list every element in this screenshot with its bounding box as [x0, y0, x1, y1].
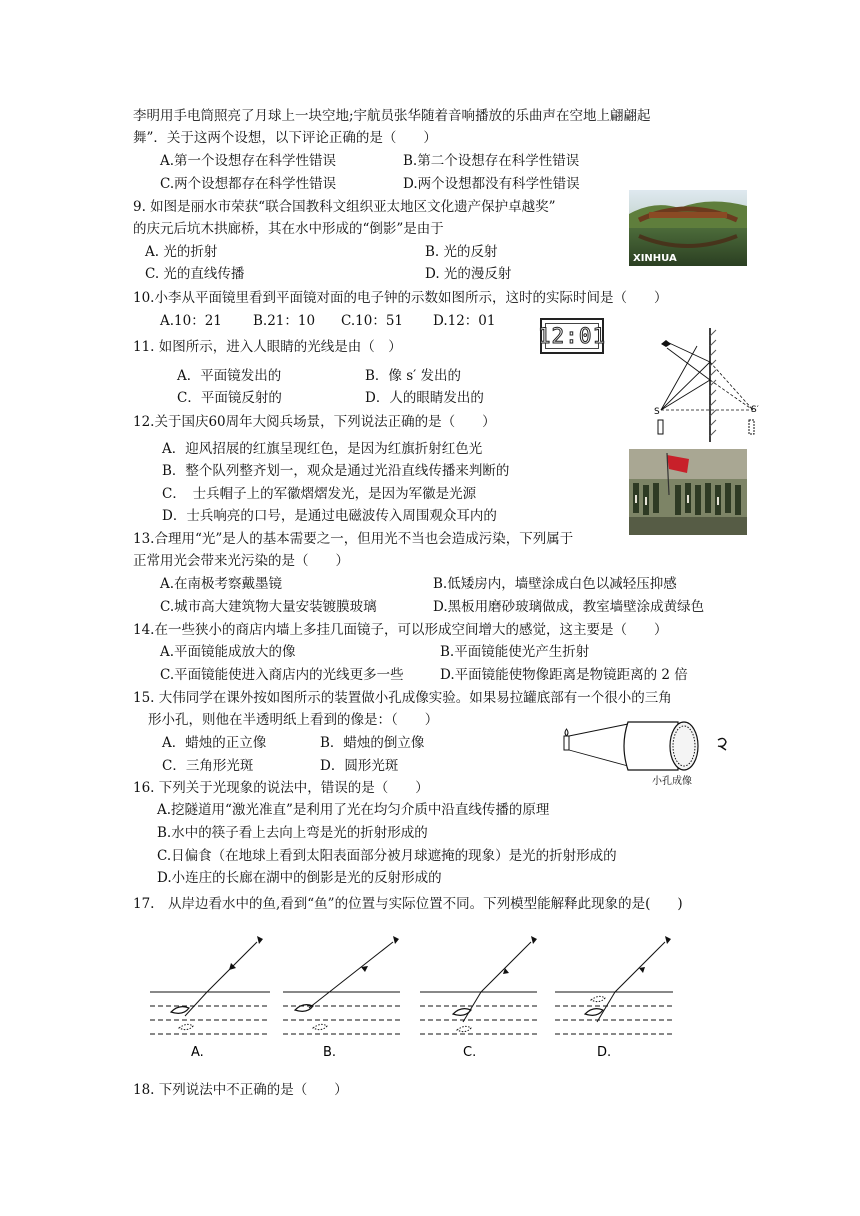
q8-option-a[interactable]: A.第一个设想存在科学性错误	[160, 153, 337, 169]
q14-option-b[interactable]: B.平面镜能使光产生折射	[440, 644, 590, 660]
q14-stem: 14.在一些狭小的商店内墙上多挂几面镜子，可以形成空间增大的感觉，这主要是（ ）	[133, 622, 668, 638]
q15-option-d[interactable]: D．圆形光斑	[320, 758, 399, 774]
q14-option-c[interactable]: C.平面镜能使进入商店内的光线更多一些	[160, 667, 404, 683]
q15-stem-line1: 15. 大伟同学在课外按如图所示的装置做小孔成像实验。如果易拉罐底部有一个很小的三角	[133, 690, 672, 706]
q11-option-b[interactable]: B．像 s′ 发出的	[365, 368, 461, 384]
diagram-label-d: D.	[597, 1045, 612, 1060]
q13-option-d[interactable]: D.黑板用磨砂玻璃做成，教室墙壁涂成黄绿色	[433, 599, 705, 615]
q13-stem-line2: 正常用光会带来光污染的是（ ）	[133, 553, 349, 569]
q13-stem-line1: 13.合理用“光”是人的基本需要之一，但用光不当也会造成污染，下列属于	[133, 531, 574, 547]
q16-stem: 16. 下列关于光现象的说法中，错误的是（ ）	[133, 780, 429, 796]
pinhole-camera-diagram	[560, 716, 740, 788]
diagram-a	[150, 936, 270, 1060]
q11-stem: 11. 如图所示，进入人眼睛的光线是由（ ）	[133, 339, 402, 355]
label-s-prime: S′	[751, 405, 759, 415]
q8-stem-line2: 舞”．关于这两个设想，以下评论正确的是（ ）	[133, 130, 437, 146]
pinhole-caption: 小孔成像	[652, 776, 692, 787]
q10-stem: 10.小李从平面镜里看到平面镜对面的电子钟的示数如图所示，这时的实际时间是（ ）	[133, 290, 668, 306]
diagram-d	[555, 936, 673, 1060]
q10-option-d[interactable]: D.12：01	[433, 313, 496, 329]
q10-option-c[interactable]: C.10：51	[341, 313, 403, 329]
q12-option-c[interactable]: C． 士兵帽子上的军徽熠熠发光，是因为军徽是光源	[162, 486, 477, 502]
q14-option-d[interactable]: D.平面镜能使物像距离是物镜距离的 2 倍	[440, 667, 688, 683]
q8-option-b[interactable]: B.第二个设想存在科学性错误	[403, 153, 580, 169]
q13-option-c[interactable]: C.城市高大建筑物大量安装镀膜玻璃	[160, 599, 377, 615]
q8-stem-line1: 李明用手电筒照亮了月球上一块空地;宇航员张华随着音响播放的乐曲声在空地上翩翩起	[133, 108, 651, 124]
q9-stem-line2: 的庆元后坑木拱廊桥，其在水中形成的“倒影”是由于	[133, 221, 444, 237]
q8-option-c[interactable]: C.两个设想都存在科学性错误	[160, 176, 337, 192]
q12-option-a[interactable]: A．迎风招展的红旗呈现红色，是因为红旗折射红色光	[162, 441, 483, 457]
q11-option-c[interactable]: C．平面镜反射的	[177, 390, 282, 406]
q10-option-a[interactable]: A.10：21	[160, 313, 222, 329]
diagram-c	[420, 936, 537, 1060]
diagram-b	[283, 936, 400, 1060]
q13-option-a[interactable]: A.在南极考察戴墨镜	[160, 576, 283, 592]
parade-photo	[629, 449, 747, 535]
q8-option-d[interactable]: D.两个设想都没有科学性错误	[403, 176, 580, 192]
q17-stem: 17. 从岸边看水中的鱼,看到“鱼”的位置与实际位置不同。下列模型能解释此现象的是( )	[133, 896, 683, 912]
diagram-label-a: A.	[191, 1045, 204, 1060]
q15-option-c[interactable]: C．三角形光斑	[162, 758, 254, 774]
q16-option-c[interactable]: C.日偏食（在地球上看到太阳表面部分被月球遮掩的现象）是光的折射形成的	[157, 848, 617, 864]
label-s: S	[654, 407, 660, 417]
digital-clock	[537, 318, 607, 354]
diagram-label-b: B.	[323, 1045, 337, 1060]
q12-option-b[interactable]: B．整个队列整齐划一，观众是通过光沿直线传播来判断的	[162, 463, 510, 479]
bridge-photo	[629, 190, 747, 266]
q15-stem-line2: 形小孔，则他在半透明纸上看到的像是：（ ）	[148, 712, 439, 728]
q15-option-a[interactable]: A．蜡烛的正立像	[162, 735, 267, 751]
diagram-label-c: C.	[463, 1045, 477, 1060]
q13-option-b[interactable]: B.低矮房内，墙壁涂成白色以减轻压抑感	[433, 576, 677, 592]
q9-option-c[interactable]: C. 光的直线传播	[145, 266, 245, 282]
q11-option-a[interactable]: A．平面镜发出的	[177, 368, 282, 384]
q16-option-d[interactable]: D.小连庄的长廊在湖中的倒影是光的反射形成的	[157, 870, 442, 886]
q9-option-b[interactable]: B. 光的反射	[425, 244, 498, 260]
q12-stem: 12.关于国庆60周年大阅兵场景，下列说法正确的是（ ）	[133, 414, 496, 430]
q9-stem-line1: 9. 如图是丽水市荣获“联合国教科文组织亚太地区文化遗产保护卓越奖”	[133, 199, 556, 215]
q12-option-d[interactable]: D．士兵响亮的口号，是通过电磁波传入周围观众耳内的	[162, 508, 497, 524]
q18-stem: 18. 下列说法中不正确的是（ ）	[133, 1082, 348, 1098]
q11-option-d[interactable]: D．人的眼睛发出的	[365, 390, 484, 406]
q9-option-d[interactable]: D. 光的漫反射	[425, 266, 512, 282]
q9-option-a[interactable]: A. 光的折射	[145, 244, 218, 260]
q10-option-b[interactable]: B.21：10	[253, 313, 316, 329]
q17-refraction-diagrams	[145, 930, 705, 1070]
q16-option-a[interactable]: A.挖隧道用“激光准直”是利用了光在均匀介质中沿直线传播的原理	[157, 802, 550, 818]
q15-option-b[interactable]: B．蜡烛的倒立像	[320, 735, 425, 751]
q16-option-b[interactable]: B.水中的筷子看上去向上弯是光的折射形成的	[157, 825, 428, 841]
photo-label: XINHUA	[633, 253, 677, 264]
q14-option-a[interactable]: A.平面镜能成放大的像	[160, 644, 296, 660]
mirror-ray-diagram	[645, 326, 770, 444]
clock-reading: 12:01	[537, 324, 607, 348]
